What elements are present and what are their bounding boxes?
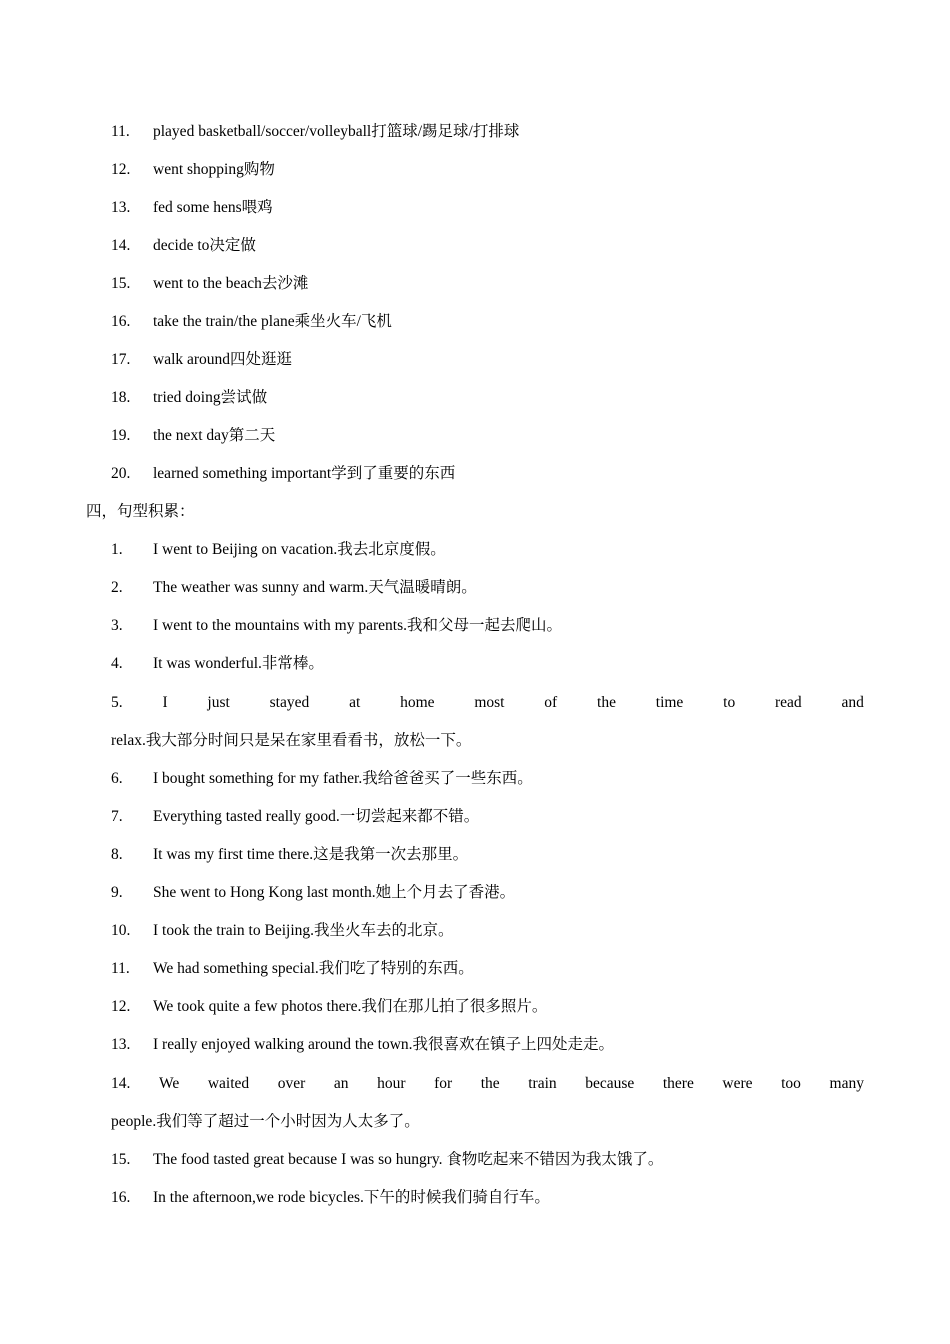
item-number: 16. [111, 313, 131, 330]
item-text: walk around四处逛逛 [153, 351, 293, 368]
item-number: 13. [111, 1036, 131, 1053]
sentence-item [0, 919, 950, 943]
phrase-item [0, 310, 950, 334]
sentence-item [0, 1148, 950, 1172]
item-text: I bought something for my father.我给爸爸买了一些东西。 [153, 770, 533, 787]
sentence-item [0, 1072, 950, 1096]
justified-line [111, 1072, 864, 1096]
phrase-item [0, 196, 950, 220]
word: We [158, 1075, 180, 1092]
item-text: played basketball/soccer/volleyball打篮球/踢足球/打排球 [153, 123, 520, 140]
word: I [162, 694, 168, 711]
sentence-item [0, 614, 950, 638]
item-text-continued: relax.我大部分时间只是呆在家里看看书，放松一下。 [111, 732, 472, 749]
phrase-item [0, 234, 950, 258]
sentence-continuation [0, 1110, 950, 1134]
sentence-item [0, 957, 950, 981]
phrase-item [0, 386, 950, 410]
item-text: learned something important学到了重要的东西 [153, 465, 456, 482]
word: just [207, 694, 230, 711]
item-number: 2. [111, 579, 123, 596]
word: too [781, 1075, 801, 1092]
word: most [474, 694, 505, 711]
item-text: went to the beach去沙滩 [153, 275, 309, 292]
item-number: 5. [111, 694, 123, 711]
word: waited [207, 1075, 250, 1092]
item-text: We took quite a few photos there.我们在那儿拍了很多照片。 [153, 998, 548, 1015]
word: read [775, 694, 802, 711]
word: for [434, 1075, 453, 1092]
item-number: 14. [111, 1075, 131, 1092]
item-number: 9. [111, 884, 123, 901]
item-text: It was my first time there.这是我第一次去那里。 [153, 846, 469, 863]
word: and [841, 694, 864, 711]
word: stayed [269, 694, 310, 711]
item-number: 8. [111, 846, 123, 863]
word: because [585, 1075, 635, 1092]
item-number: 19. [111, 427, 131, 444]
item-text: I took the train to Beijing.我坐火车去的北京。 [153, 922, 454, 939]
item-number: 15. [111, 275, 131, 292]
item-number: 20. [111, 465, 131, 482]
item-text-continued: people.我们等了超过一个小时因为人太多了。 [111, 1113, 420, 1130]
item-number: 11. [111, 123, 130, 140]
item-number: 1. [111, 541, 123, 558]
sentence-item [0, 576, 950, 600]
justified-line [111, 691, 864, 715]
item-text: fed some hens喂鸡 [153, 199, 273, 216]
word: time [655, 694, 684, 711]
item-text: went shopping购物 [153, 161, 275, 178]
sentence-item [0, 1186, 950, 1210]
phrase-item [0, 272, 950, 296]
item-text: I went to the mountains with my parents.我和父母一起去爬山。 [153, 617, 562, 634]
word: of [544, 694, 558, 711]
sentence-item [0, 881, 950, 905]
item-text: The weather was sunny and warm.天气温暖晴朗。 [153, 579, 477, 596]
phrase-item [0, 348, 950, 372]
item-number: 6. [111, 770, 123, 787]
item-number: 18. [111, 389, 131, 406]
word: many [829, 1075, 864, 1092]
sentence-item [0, 652, 950, 676]
item-text: The food tasted great because I was so hungry. 食物吃起来不错因为我太饿了。 [153, 1151, 664, 1168]
item-text: It was wonderful.非常棒。 [153, 655, 324, 672]
word: to [723, 694, 736, 711]
item-text: decide to决定做 [153, 237, 256, 254]
sentence-item [0, 538, 950, 562]
sentence-item [0, 995, 950, 1019]
item-number: 15. [111, 1151, 131, 1168]
item-number: 13. [111, 199, 131, 216]
item-text: the next day第二天 [153, 427, 276, 444]
item-number: 14. [111, 237, 131, 254]
section-heading: 四，句型积累： [86, 503, 195, 520]
item-number: 12. [111, 161, 131, 178]
item-number: 11. [111, 960, 130, 977]
sentence-item [0, 805, 950, 829]
word: the [480, 1075, 500, 1092]
phrase-item [0, 158, 950, 182]
word: an [333, 1075, 349, 1092]
item-text: tried doing尝试做 [153, 389, 268, 406]
item-text: In the afternoon,we rode bicycles.下午的时候我们骑自行车。 [153, 1189, 550, 1206]
word: train [528, 1075, 557, 1092]
item-text: She went to Hong Kong last month.她上个月去了香港。 [153, 884, 516, 901]
item-text: I went to Beijing on vacation.我去北京度假。 [153, 541, 446, 558]
item-number: 7. [111, 808, 123, 825]
item-text: We had something special.我们吃了特别的东西。 [153, 960, 474, 977]
word: the [597, 694, 616, 711]
item-text: Everything tasted really good.一切尝起来都不错。 [153, 808, 480, 825]
word: at [349, 694, 361, 711]
item-text: take the train/the plane乘坐火车/飞机 [153, 313, 392, 330]
word: over [277, 1075, 306, 1092]
sentence-item [0, 691, 950, 715]
phrase-item [0, 424, 950, 448]
item-number: 4. [111, 655, 123, 672]
sentence-item [0, 1033, 950, 1057]
sentence-item [0, 843, 950, 867]
sentence-continuation [0, 729, 950, 753]
sentence-item [0, 767, 950, 791]
item-number: 12. [111, 998, 131, 1015]
word: hour [377, 1075, 406, 1092]
section-heading-row [0, 500, 950, 524]
item-number: 17. [111, 351, 131, 368]
item-text: I really enjoyed walking around the town.我很喜欢在镇子上四处走走。 [153, 1036, 615, 1053]
phrase-item [0, 120, 950, 144]
phrase-item [0, 462, 950, 486]
word: there [662, 1075, 694, 1092]
item-number: 10. [111, 922, 131, 939]
item-number: 16. [111, 1189, 131, 1206]
word: home [400, 694, 435, 711]
item-number: 3. [111, 617, 123, 634]
word: were [722, 1075, 753, 1092]
